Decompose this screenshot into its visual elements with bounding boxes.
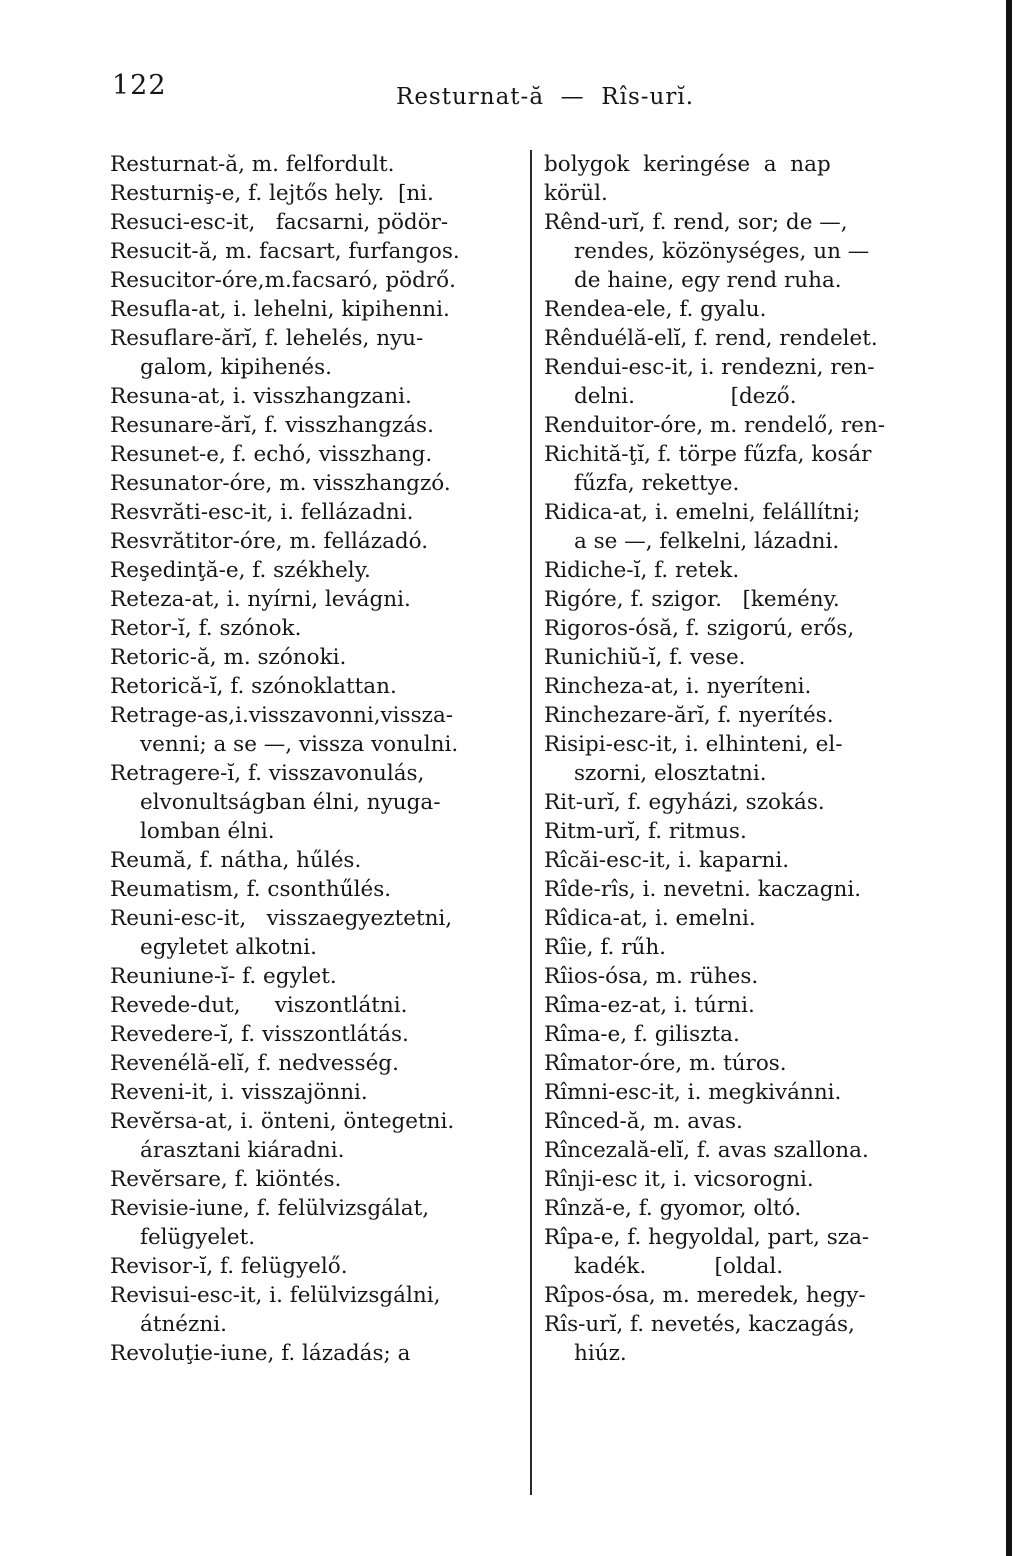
- dictionary-line: a se —, felkelni, lázadni.: [574, 529, 840, 554]
- dictionary-line: Revisor-ĭ, f. felügyelő.: [110, 1254, 348, 1279]
- dictionary-line: Resucitor-óre,m.facsaró, pödrő.: [110, 268, 456, 293]
- dictionary-line: átnézni.: [140, 1312, 227, 1337]
- dictionary-line: Revĕrsa-at, i. önteni, öntegetni.: [110, 1109, 455, 1134]
- dictionary-line: Resuna-at, i. visszhangzani.: [110, 384, 412, 409]
- dictionary-line: Reuniune-ĭ- f. egylet.: [110, 964, 337, 989]
- dictionary-line: szorni, elosztatni.: [574, 761, 767, 786]
- dictionary-line: Rendea-ele, f. gyalu.: [544, 297, 767, 322]
- dictionary-line: Resucit-ă, m. facsart, furfangos.: [110, 239, 460, 264]
- dictionary-line: Rigoros-ósă, f. szigorú, erős,: [544, 616, 855, 641]
- dictionary-line: Ridica-at, i. emelni, felállítni;: [544, 500, 861, 525]
- dictionary-line: Revisie-iune, f. felülvizsgálat,: [110, 1196, 430, 1221]
- dictionary-line: Rîma-e, f. giliszta.: [544, 1022, 740, 1047]
- dictionary-line: Resturnat-ă, m. felfordult.: [110, 152, 395, 177]
- dictionary-line: Rincheza-at, i. nyeríteni.: [544, 674, 812, 699]
- dictionary-line: Reumă, f. nátha, hűlés.: [110, 848, 362, 873]
- dictionary-line: Revĕrsare, f. kiöntés.: [110, 1167, 342, 1192]
- dictionary-line: Rîcăi-esc-it, i. kaparni.: [544, 848, 790, 873]
- dictionary-line: körül.: [544, 181, 608, 206]
- dictionary-line: de haine, egy rend ruha.: [574, 268, 842, 293]
- dictionary-line: Rîmator-óre, m. túros.: [544, 1051, 787, 1076]
- dictionary-line: Rigóre, f. szigor. [kemény.: [544, 587, 840, 612]
- dictionary-line: Revede-dut, viszontlátni.: [110, 993, 408, 1018]
- dictionary-line: fűzfa, rekettye.: [574, 471, 740, 496]
- dictionary-line: Resvrătitor-óre, m. fellázadó.: [110, 529, 429, 554]
- dictionary-line: Rîpa-e, f. hegyoldal, part, sza-: [544, 1225, 870, 1250]
- dictionary-line: Ridiche-ĭ, f. retek.: [544, 558, 740, 583]
- dictionary-line: Rîios-ósa, m. rühes.: [544, 964, 759, 989]
- dictionary-line: bolygok keringése a nap: [544, 152, 831, 177]
- dictionary-line: Rit-urĭ, f. egyházi, szokás.: [544, 790, 825, 815]
- dictionary-line: lomban élni.: [140, 819, 275, 844]
- column-divider: [530, 150, 532, 1495]
- dictionary-line: delni. [dező.: [574, 384, 797, 409]
- dictionary-line: Retrage-as,i.visszavonni,vissza-: [110, 703, 454, 728]
- dictionary-line: venni; a se —, vissza vonulni.: [140, 732, 459, 757]
- dictionary-line: Reuni-esc-it, visszaegyeztetni,: [110, 906, 453, 931]
- dictionary-line: árasztani kiáradni.: [140, 1138, 345, 1163]
- dictionary-line: Resufla-at, i. lehelni, kipihenni.: [110, 297, 450, 322]
- dictionary-line: Rînji-esc it, i. vicsorogni.: [544, 1167, 814, 1192]
- dictionary-line: Revisui-esc-it, i. felülvizsgálni,: [110, 1283, 441, 1308]
- dictionary-line: kadék. [oldal.: [574, 1254, 784, 1279]
- dictionary-line: Resunare-ărĭ, f. visszhangzás.: [110, 413, 434, 438]
- dictionary-line: Rênd-urĭ, f. rend, sor; de —,: [544, 210, 848, 235]
- dictionary-line: Resunet-e, f. echó, visszhang.: [110, 442, 433, 467]
- dictionary-line: Rîs-urĭ, f. nevetés, kaczagás,: [544, 1312, 855, 1337]
- dictionary-line: Retragere-ĭ, f. visszavonulás,: [110, 761, 425, 786]
- dictionary-line: felügyelet.: [140, 1225, 256, 1250]
- dictionary-line: Retorică-ĭ, f. szónoklattan.: [110, 674, 397, 699]
- dictionary-line: Resuflare-ărĭ, f. lehelés, nyu-: [110, 326, 424, 351]
- dictionary-line: Rinchezare-ărĭ, f. nyerítés.: [544, 703, 834, 728]
- dictionary-line: Rênduélă-elĭ, f. rend, rendelet.: [544, 326, 878, 351]
- left-column: [110, 150, 522, 1368]
- dictionary-line: Reveni-it, i. visszajönni.: [110, 1080, 368, 1105]
- dictionary-line: Runichiŭ-ĭ, f. vese.: [544, 645, 746, 670]
- dictionary-line: Revenélă-elĭ, f. nedvesség.: [110, 1051, 399, 1076]
- dictionary-line: Retoric-ă, m. szónoki.: [110, 645, 347, 670]
- dictionary-line: Renduitor-óre, m. rendelő, ren-: [544, 413, 885, 438]
- dictionary-line: Rendui-esc-it, i. rendezni, ren-: [544, 355, 875, 380]
- dictionary-line: Reşedinţă-e, f. székhely.: [110, 558, 371, 583]
- dictionary-line: Rîmni-esc-it, i. megkivánni.: [544, 1080, 842, 1105]
- dictionary-line: Resuci-esc-it, facsarni, pödör-: [110, 210, 449, 235]
- dictionary-line: rendes, közönységes, un —: [574, 239, 870, 264]
- dictionary-line: Rîdica-at, i. emelni.: [544, 906, 756, 931]
- dictionary-line: egyletet alkotni.: [140, 935, 317, 960]
- dictionary-line: Ritm-urĭ, f. ritmus.: [544, 819, 747, 844]
- right-column: [544, 150, 962, 1368]
- dictionary-line: galom, kipihenés.: [140, 355, 333, 380]
- page-edge-bar: [1006, 0, 1012, 1556]
- dictionary-line: Revedere-ĭ, f. visszontlátás.: [110, 1022, 409, 1047]
- dictionary-line: Richită-ţĭ, f. törpe fűzfa, kosár: [544, 442, 872, 467]
- dictionary-line: Resvrăti-esc-it, i. fellázadni.: [110, 500, 414, 525]
- dictionary-line: Rîie, f. rűh.: [544, 935, 666, 960]
- dictionary-line: hiúz.: [574, 1341, 627, 1366]
- dictionary-line: Rînced-ă, m. avas.: [544, 1109, 743, 1134]
- dictionary-line: Reumatism, f. csonthűlés.: [110, 877, 392, 902]
- dictionary-line: Rîpos-ósa, m. meredek, hegy-: [544, 1283, 866, 1308]
- running-head: Resturnat-ă — Rîs-urĭ.: [396, 84, 695, 110]
- dictionary-line: Rîde-rîs, i. nevetni. kaczagni.: [544, 877, 862, 902]
- dictionary-line: Rîncezală-elĭ, f. avas szallona.: [544, 1138, 869, 1163]
- dictionary-line: Resunator-óre, m. visszhangzó.: [110, 471, 451, 496]
- dictionary-line: Resturniş-e, f. lejtős hely. [ni.: [110, 181, 434, 206]
- dictionary-line: Risipi-esc-it, i. elhinteni, el-: [544, 732, 843, 757]
- dictionary-line: Revoluţie-iune, f. lázadás; a: [110, 1341, 411, 1366]
- dictionary-line: Retor-ĭ, f. szónok.: [110, 616, 302, 641]
- dictionary-line: Rîma-ez-at, i. túrni.: [544, 993, 755, 1018]
- page-number: 122: [112, 70, 167, 101]
- dictionary-line: Rînză-e, f. gyomor, oltó.: [544, 1196, 802, 1221]
- dictionary-line: elvonultságban élni, nyuga-: [140, 790, 441, 815]
- dictionary-line: Reteza-at, i. nyírni, levágni.: [110, 587, 411, 612]
